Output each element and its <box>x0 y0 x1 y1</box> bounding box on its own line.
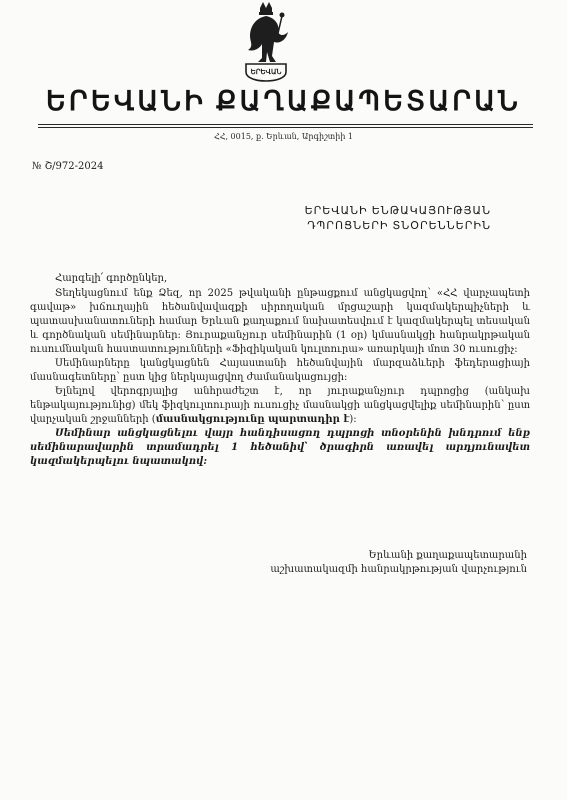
paragraph-4: Սեմինար անցկացնելու վայր հանդիսացող դպրոցի տնօրենին խնդրում ենք սեմինարավարին տրամադրել 1 հեծանիվ՝ ծրագիրն առավել արդյունավետ կազմակերպելու նպատակով: <box>30 428 530 467</box>
salutation: Հարգելի՛ գործընկեր, <box>55 273 168 284</box>
recipient-block <box>305 204 491 234</box>
recipient-line-2: ԴՊՐՈՑՆԵՐԻ ՏՆՕՐԵՆՆԵՐԻՆ <box>307 220 491 232</box>
signature-line-1: Երևանի քաղաքապետարանի <box>368 550 527 561</box>
paragraph-3-end: ): <box>349 414 357 425</box>
header-divider-bottom <box>38 127 533 128</box>
header-divider-top <box>38 124 533 125</box>
paragraph-1: Տեղեկացնում ենք Ձեզ, որ 2025 թվականի ընթացքում անցկացվող՝ «ՀՀ վարչապետի գավաթ» խճուղային հեծանվավազքի սիրողական մրցաշարի կազմակերպիչների և պատասխանատուների համար Երևան քաղաքում նախատեսվում է կազմակերպել տեսական և գործնական սեմինարներ: Յուրաքանչյուր սեմինարին (1 օր) կմասնակցի հանրակրթական ուսումնական հաստատությունների «Ֆիզիկական կուլտուրա» առարկայի մոտ 30 ուսուցիչ: <box>30 288 530 355</box>
organization-address: ՀՀ, 0015, ք. Երևան, Արգիշտիի 1 <box>213 132 354 141</box>
paragraph-3 <box>30 385 530 427</box>
signature-block <box>270 549 527 577</box>
paragraph-3-text: Ելնելով վերոգրյալից անհրաժեշտ է, որ յուրաքանչյուր դպրոցից (անկախ ենթակայությունից) մեկ ֆիզկուլտուրայի ուսուցիչ մասնակցի անցկացվելիք սեմինարին՝ ըստ վարչական շրջանների ( <box>30 386 530 425</box>
signature-line-2: աշխատակազմի հանրակրթության վարչություն <box>270 564 527 575</box>
organization-name: ԵՐԵՎԱՆԻ ՔԱՂԱՔԱՊԵՏԱՐԱՆ <box>45 86 522 116</box>
letter-body <box>30 287 530 469</box>
crest-label: ԵՐԵՎԱՆ <box>250 69 282 76</box>
yerevan-crest-logo <box>236 2 296 82</box>
mandatory-participation-note: մասնակցությունը պարտադիր է <box>155 414 350 425</box>
paragraph-2: Սեմինարները կանցկացնեն Հայաստանի հեծանվային մարզաձևերի ֆեդերացիայի մասնագետները՝ ըստ կից ներկայացվող ժամանակացույցի: <box>30 358 530 383</box>
recipient-line-1: ԵՐԵՎԱՆԻ ԵՆԹԱԿԱՅՈՒԹՅԱՆ <box>304 205 491 217</box>
document-number: № Շ/972-2024 <box>32 161 104 172</box>
